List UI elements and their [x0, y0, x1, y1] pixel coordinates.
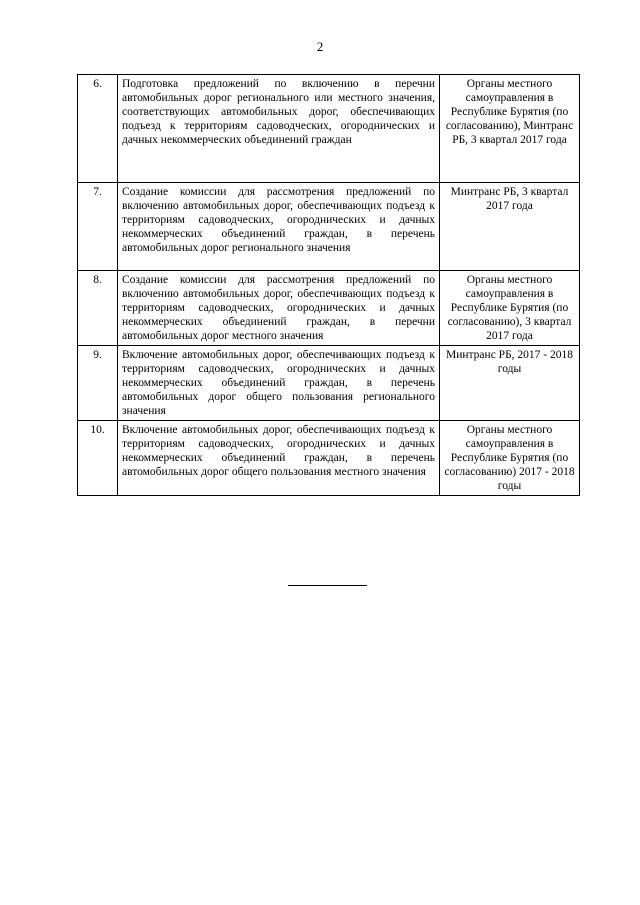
end-of-document-line: [288, 585, 367, 586]
responsible-and-deadline: Органы местного самоуправления в Республике Бурятия (по согласованию), Минтранс РБ, 3 квартал 2017 года: [440, 75, 580, 183]
row-number: 8.: [78, 271, 118, 346]
page-number: 2: [316, 39, 324, 54]
table-row: [78, 421, 580, 496]
measure-description: Включение автомобильных дорог, обеспечивающих подъезд к территориям садоводческих, огороднических и дачных некоммерческих объединений граждан, в перечень автомобильных дорог общего пользования регионального значения: [118, 346, 440, 421]
measure-description: Подготовка предложений по включению в перечни автомобильных дорог регионального или местного значения, соответствующих автомобильных дорог, обеспечивающих подъезд к территориям садоводческих, огороднических и дачных некоммерческих объединений граждан: [118, 75, 440, 183]
row-number: 7.: [78, 183, 118, 271]
row-number: 10.: [78, 421, 118, 496]
measure-description: Включение автомобильных дорог, обеспечивающих подъезд к территориям садоводческих, огороднических и дачных некоммерческих объединений граждан, в перечень автомобильных дорог общего пользования местного значения: [118, 421, 440, 496]
row-number: 9.: [78, 346, 118, 421]
table-row: [78, 271, 580, 346]
responsible-and-deadline: Минтранс РБ, 3 квартал 2017 года: [440, 183, 580, 271]
responsible-and-deadline: Органы местного самоуправления в Республике Бурятия (по согласованию), 3 квартал 2017 года: [440, 271, 580, 346]
table-row: [78, 75, 580, 183]
measures-table: [77, 74, 580, 496]
row-number: 6.: [78, 75, 118, 183]
table-row: [78, 346, 580, 421]
responsible-and-deadline: Минтранс РБ, 2017 - 2018 годы: [440, 346, 580, 421]
measure-description: Создание комиссии для рассмотрения предложений по включению автомобильных дорог, обеспечивающих подъезд к территориям садоводческих, огороднических и дачных некоммерческих объединений граждан, в перечень автомобильных дорог регионального значения: [118, 183, 440, 271]
measure-description: Создание комиссии для рассмотрения предложений по включению автомобильных дорог, обеспечивающих подъезд к территориям садоводческих, огороднических и дачных некоммерческих объединений граждан, в перечни автомобильных дорог местного значения: [118, 271, 440, 346]
table-row: [78, 183, 580, 271]
responsible-and-deadline: Органы местного самоуправления в Республике Бурятия (по согласованию) 2017 - 2018 годы: [440, 421, 580, 496]
